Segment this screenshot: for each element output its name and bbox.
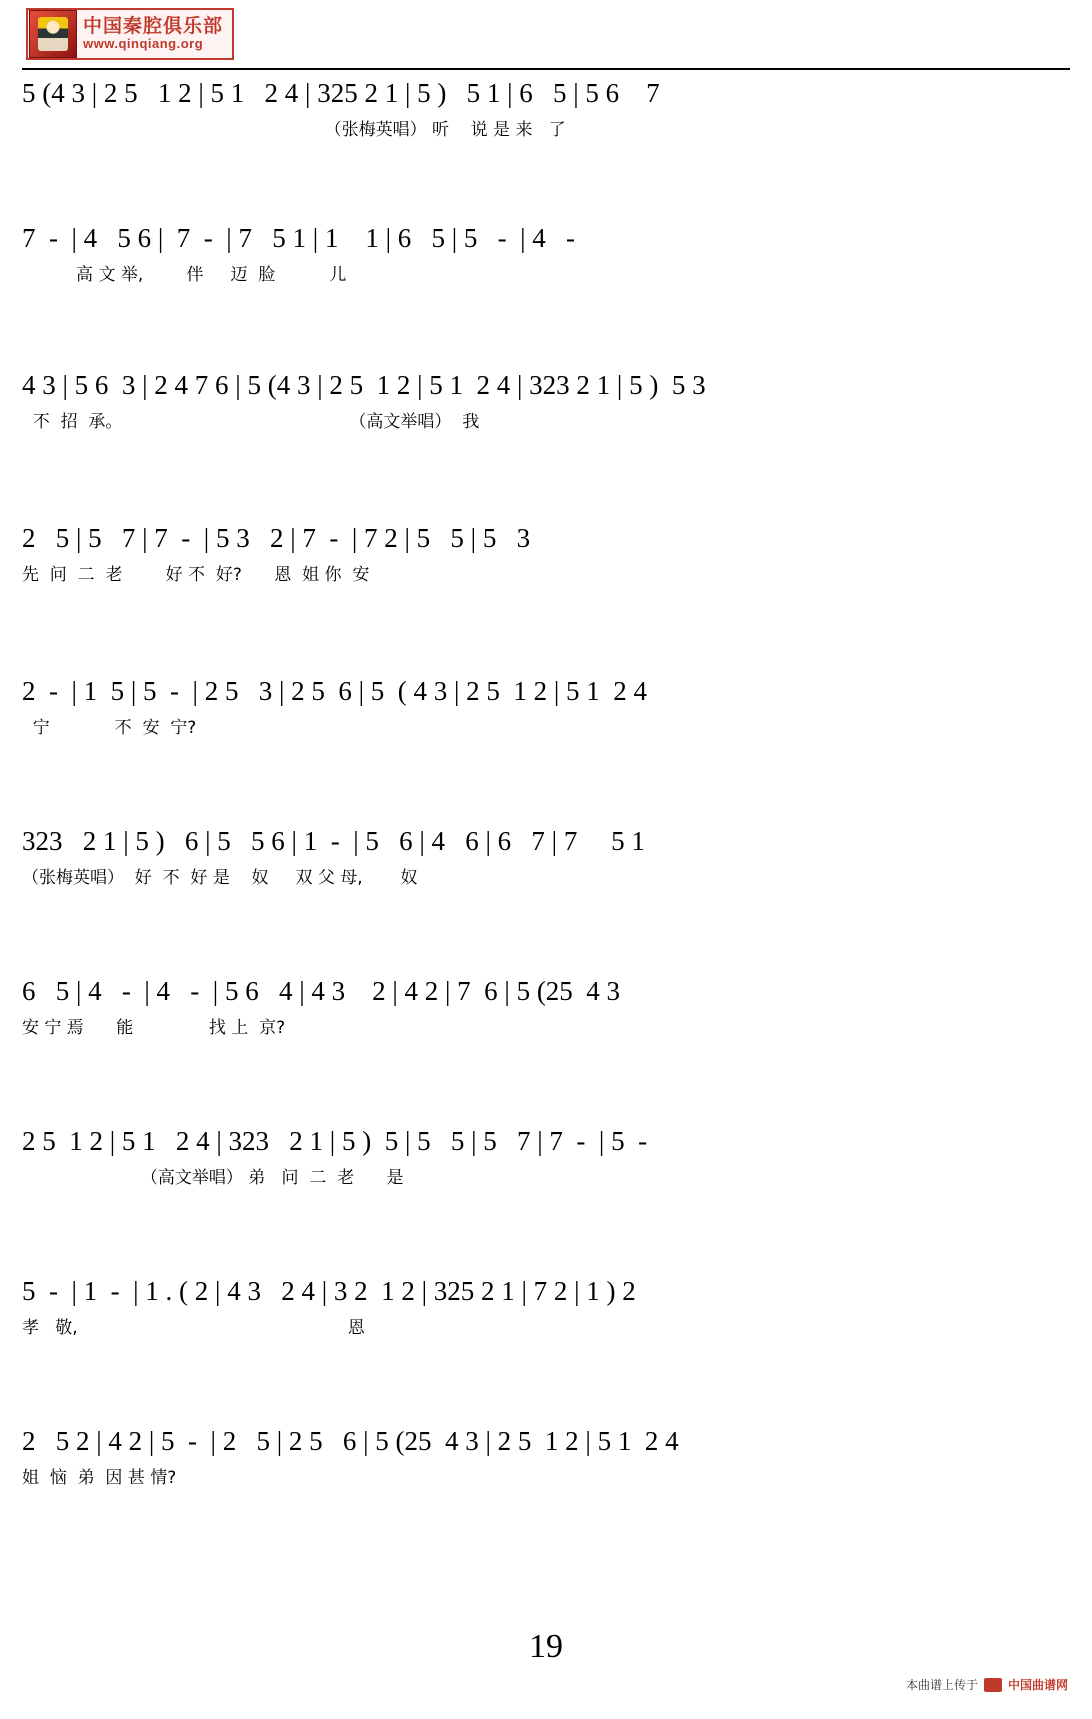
score-system	[22, 525, 1072, 593]
score-system	[22, 372, 1072, 440]
score-system	[22, 678, 1072, 746]
notation-line: 2 5 | 5 7 | 7 - | 5 3 2 | 7 - | 7 2 | 5 5 | 5 3	[22, 523, 531, 553]
notation-line: 4 3 | 5 6 3 | 2 4 7 6 | 5 (4 3 | 2 5 1 2 | 5 1 2 4 | 323 2 1 | 5 ) 5 3	[22, 370, 706, 400]
score-system	[22, 80, 1072, 148]
logo-url: www.qinqiang.org	[83, 36, 204, 52]
lyrics-line: 姐 恼 弟 因 甚 情?	[22, 1468, 177, 1488]
lyrics-line: 高 文 举, 伴 迈 脸 儿	[22, 265, 347, 285]
opera-mask-icon	[29, 10, 77, 58]
notation-line: 323 2 1 | 5 ) 6 | 5 5 6 | 1 - | 5 6 | 4 6 | 6 7 | 7 5 1	[22, 826, 645, 856]
footer-credit	[906, 1676, 1068, 1693]
lyrics-line: 宁 不 安 宁?	[22, 718, 197, 738]
notation-line: 5 (4 3 | 2 5 1 2 | 5 1 2 4 | 325 2 1 | 5 ) 5 1 | 6 5 | 5 6 7	[22, 78, 660, 108]
score-system	[22, 828, 1072, 896]
logo-title-cn: 中国秦腔俱乐部	[83, 15, 224, 38]
notation-line: 2 5 2 | 4 2 | 5 - | 2 5 | 2 5 6 | 5 (25 4 3 | 2 5 1 2 | 5 1 2 4	[22, 1426, 679, 1456]
lyrics-line: （张梅英唱） 听 说 是 来 了	[22, 120, 566, 140]
score-system	[22, 225, 1072, 293]
lyrics-line: （高文举唱） 弟 问 二 老 是	[22, 1168, 404, 1188]
lyrics-line: 先 问 二 老 好 不 好? 恩 姐 你 安	[22, 565, 370, 585]
lyrics-line: 安 宁 焉 能 找 上 京?	[22, 1018, 286, 1038]
logo-text-block	[83, 17, 223, 51]
lyrics-line: （张梅英唱） 好 不 好 是 奴 双 父 母, 奴	[22, 868, 418, 888]
site-logo-icon	[984, 1678, 1002, 1692]
header-divider	[22, 68, 1070, 70]
page-number: 19	[529, 1628, 563, 1665]
footer-site-name: 中国曲谱网	[1007, 1678, 1068, 1692]
site-logo	[26, 8, 234, 60]
notation-line: 5 - | 1 - | 1 . ( 2 | 4 3 2 4 | 3 2 1 2 | 325 2 1 | 7 2 | 1 ) 2	[22, 1276, 636, 1306]
lyrics-line: 不 招 承。 （高文举唱） 我	[22, 412, 480, 432]
lyrics-line: 孝 敬, 恩	[22, 1318, 365, 1338]
score-system	[22, 978, 1072, 1046]
notation-line: 2 - | 1 5 | 5 - | 2 5 3 | 2 5 6 | 5 ( 4 3 | 2 5 1 2 | 5 1 2 4	[22, 676, 648, 706]
notation-line: 2 5 1 2 | 5 1 2 4 | 323 2 1 | 5 ) 5 | 5 5 | 5 7 | 7 - | 5 -	[22, 1126, 648, 1156]
score-system	[22, 1428, 1072, 1496]
score-system	[22, 1278, 1072, 1346]
notation-line: 7 - | 4 5 6 | 7 - | 7 5 1 | 1 1 | 6 5 | 5 - | 4 -	[22, 223, 576, 253]
notation-line: 6 5 | 4 - | 4 - | 5 6 4 | 4 3 2 | 4 2 | 7 6 | 5 (25 4 3	[22, 976, 621, 1006]
score-system	[22, 1128, 1072, 1196]
footer-credit-text: 本曲谱上传于	[905, 1678, 978, 1692]
